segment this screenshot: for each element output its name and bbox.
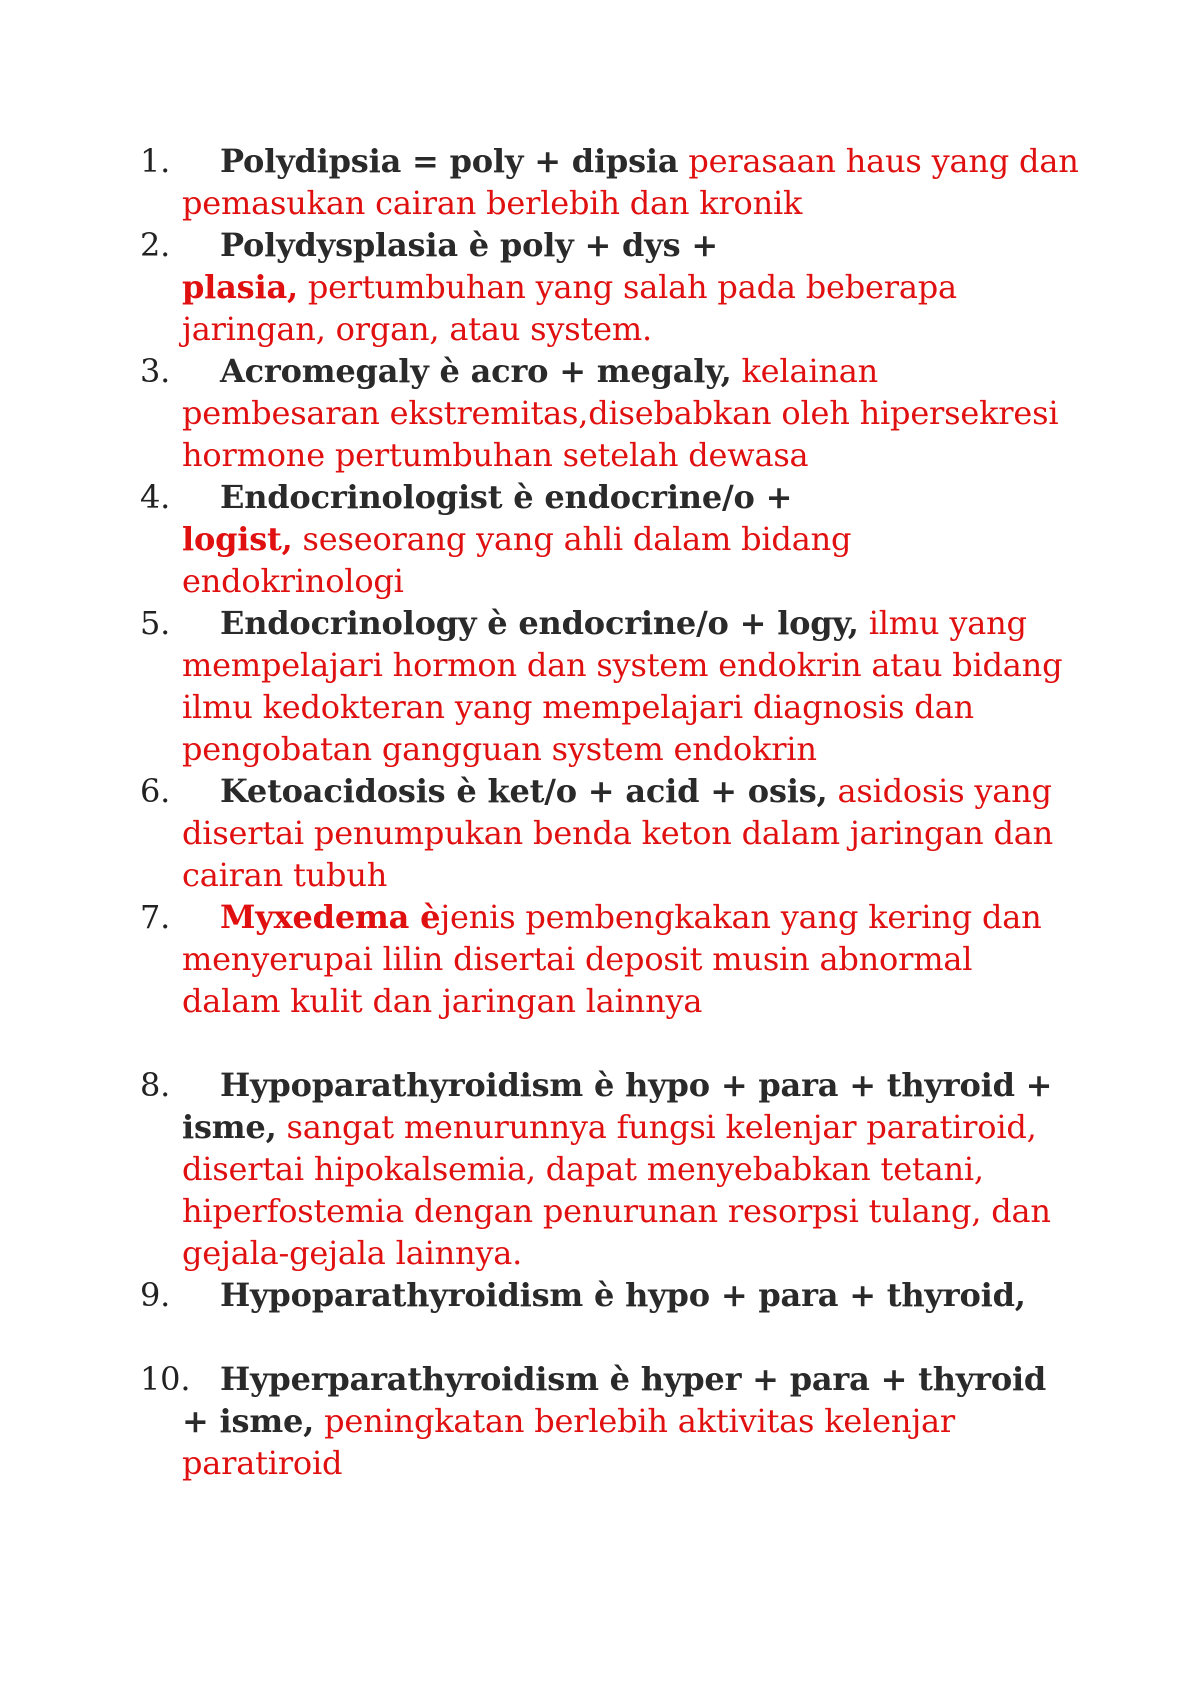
list-item xyxy=(140,1358,1080,1484)
item-definition: sangat menurunnya fungsi kelenjar paratiroid, disertai hipokalsemia, dapat menyebabkan tetani, hiperfostemia dengan penurunan resorpsi tulang, dan gejala-gejala lainnya. xyxy=(182,1108,1051,1272)
list-item xyxy=(140,602,1080,770)
item-term: Hypoparathyroidism è hypo + para + thyroid, xyxy=(220,1276,1026,1314)
item-number: 3. xyxy=(140,352,171,390)
item-number: 10. xyxy=(140,1360,191,1398)
item-definition: pertumbuhan yang salah pada beberapa jaringan, organ, atau system. xyxy=(182,268,957,348)
item-term-suffix: plasia, xyxy=(182,268,298,306)
item-definition: asidosis yang disertai penumpukan benda keton dalam jaringan dan cairan tubuh xyxy=(182,772,1054,894)
list-item xyxy=(140,350,1080,476)
item-term: Hyperparathyroidism è hyper + para + thyroid + isme, xyxy=(182,1360,1047,1440)
list-item xyxy=(140,140,1080,224)
list-item xyxy=(140,1274,1080,1316)
item-term: Endocrinologist è endocrine/o + xyxy=(220,478,793,516)
item-term: Myxedema è xyxy=(220,898,441,936)
item-definition: perasaan haus yang dan pemasukan cairan berlebih dan kronik xyxy=(182,142,1079,222)
list-item xyxy=(140,224,1080,350)
list-item xyxy=(140,1064,1080,1274)
item-definition: ilmu yang mempelajari hormon dan system endokrin atau bidang ilmu kedokteran yang mempelajari diagnosis dan pengobatan gangguan system endokrin xyxy=(182,604,1063,768)
item-number: 8. xyxy=(140,1066,171,1104)
list-item xyxy=(140,476,1080,602)
item-term: Endocrinology è endocrine/o + logy, xyxy=(220,604,859,642)
item-number: 1. xyxy=(140,142,171,180)
item-number: 6. xyxy=(140,772,171,810)
item-term: Hypoparathyroidism è hypo + para + thyroid + isme, xyxy=(182,1066,1053,1146)
item-term: Acromegaly è acro + megaly, xyxy=(220,352,732,390)
item-term: Ketoacidosis è ket/o + acid + osis, xyxy=(220,772,828,810)
item-term: Polydipsia = poly + dipsia xyxy=(220,142,679,180)
item-term-suffix: logist, xyxy=(182,520,293,558)
blank-line xyxy=(140,1316,1080,1358)
list-item xyxy=(140,770,1080,896)
item-definition: jenis pembengkakan yang kering dan menyerupai lilin disertai deposit musin abnormal dalam kulit dan jaringan lainnya xyxy=(182,898,1042,1020)
item-term: Polydysplasia è poly + dys + xyxy=(220,226,718,264)
item-definition: kelainan pembesaran ekstremitas,disebabkan oleh hipersekresi hormone pertumbuhan setelah dewasa xyxy=(182,352,1059,474)
item-number: 2. xyxy=(140,226,171,264)
item-number: 9. xyxy=(140,1276,171,1314)
item-number: 5. xyxy=(140,604,171,642)
term-list xyxy=(140,140,1080,1484)
item-number: 4. xyxy=(140,478,171,516)
item-definition: peningkatan berlebih aktivitas kelenjar paratiroid xyxy=(182,1402,956,1482)
list-item xyxy=(140,896,1080,1022)
item-number: 7. xyxy=(140,898,171,936)
blank-line xyxy=(140,1022,1080,1064)
item-definition: seseorang yang ahli dalam bidang endokrinologi xyxy=(182,520,852,600)
